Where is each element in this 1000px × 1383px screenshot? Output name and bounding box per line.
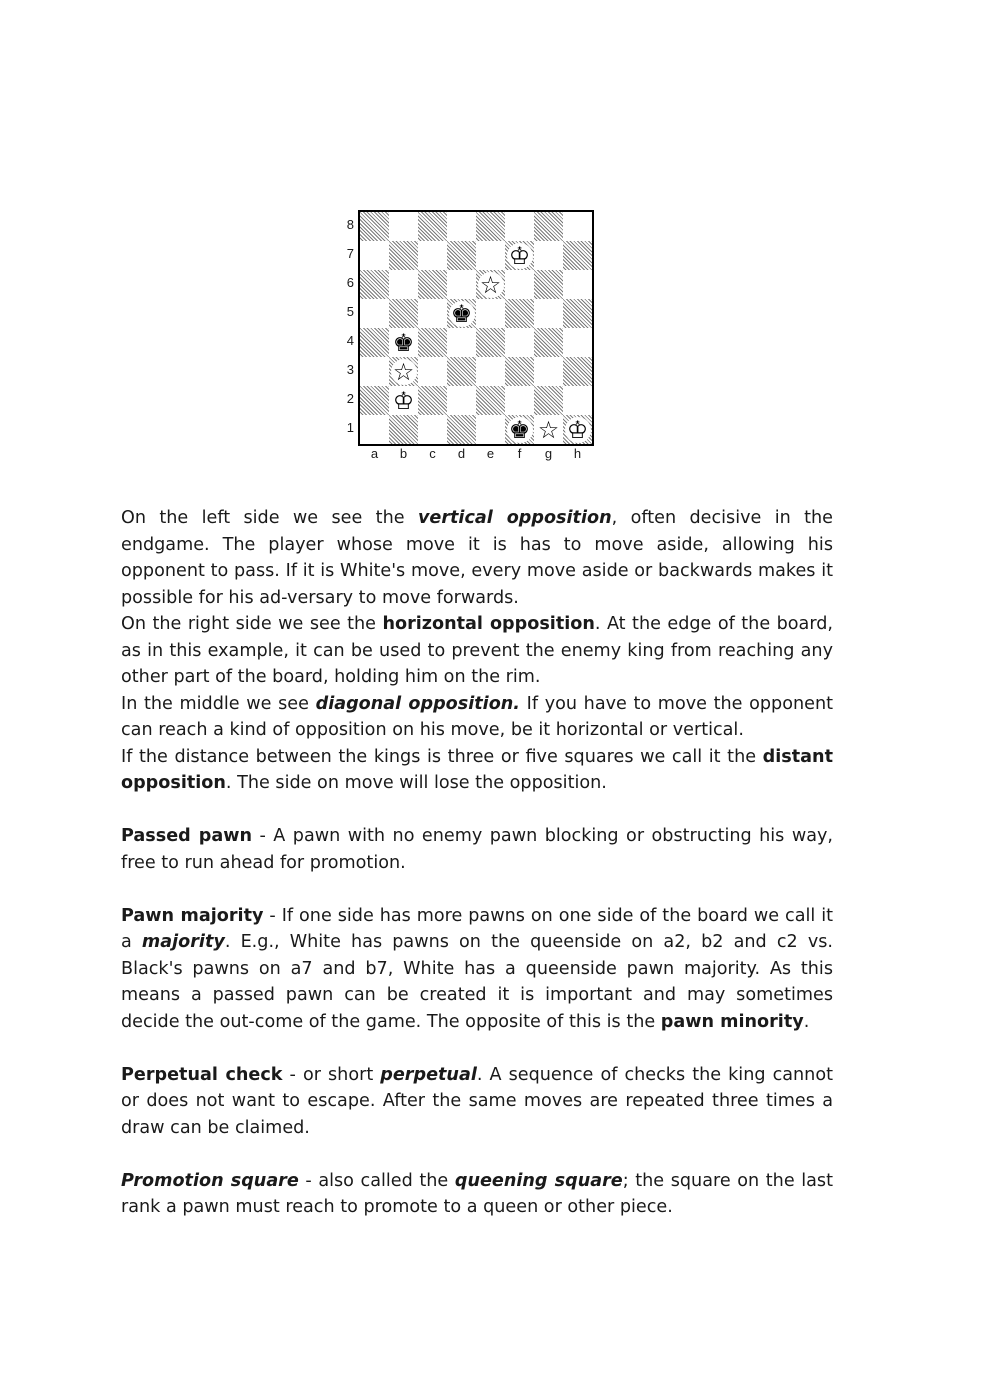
piece-glyph: ♔ xyxy=(391,388,417,414)
paragraph xyxy=(121,744,833,797)
term xyxy=(418,508,612,528)
square-a6 xyxy=(360,270,389,299)
text-run: In the middle we see xyxy=(121,693,316,714)
piece-glyph: ☆ xyxy=(478,272,504,298)
text-run: . E.g., White has pawns on the queenside on a2, b2 and c2 vs. Black's pawns on a7 and b7, White has a queenside pawn majority. As this means a passed pawn can be created it is important and may sometimes decide the out-come of the game. The opposite of this is the xyxy=(121,932,833,1032)
white-king-icon xyxy=(389,386,418,415)
square-b3 xyxy=(389,357,418,386)
paragraph xyxy=(121,823,833,876)
square-h7 xyxy=(563,241,592,270)
term-emphasis: perpetual xyxy=(380,1064,477,1085)
square-a5 xyxy=(360,299,389,328)
paragraph xyxy=(121,903,833,1036)
text-run: , often decisive in the endgame. The player whose move it is has to move aside, allowing his opponent to pass. If it is White's move, every move aside or backwards makes it possible for his ad-versary to move forwards. xyxy=(121,508,833,608)
white-king-icon xyxy=(563,415,592,444)
square-e5 xyxy=(476,299,505,328)
square-e7 xyxy=(476,241,505,270)
square-d2 xyxy=(447,386,476,415)
star-marker-icon xyxy=(534,415,563,444)
piece-glyph: ♔ xyxy=(565,417,591,443)
square-e6 xyxy=(476,270,505,299)
term-emphasis: vertical opposition xyxy=(417,508,612,528)
square-h5 xyxy=(563,299,592,328)
text-run: If the distance between the kings is three or five squares we call it the xyxy=(121,746,763,767)
text-run: - If one side has more pawns on one side of the board we call it a xyxy=(121,905,833,952)
chess-board xyxy=(358,210,594,446)
term-emphasis: queening square xyxy=(454,1170,623,1191)
term-emphasis: Promotion square xyxy=(121,1170,299,1191)
square-g4 xyxy=(534,328,563,357)
square-d8 xyxy=(447,212,476,241)
star-marker-icon xyxy=(389,357,418,386)
text-run: - A pawn with no enemy pawn blocking or obstructing his way, free to run ahead for promotion. xyxy=(121,826,833,873)
rank-label: 4 xyxy=(346,333,354,348)
text-run: - or short xyxy=(282,1064,381,1085)
white-king-icon xyxy=(505,241,534,270)
square-g8 xyxy=(534,212,563,241)
square-c5 xyxy=(418,299,447,328)
text-run: On the left side we see the xyxy=(121,508,418,528)
square-a2 xyxy=(360,386,389,415)
rank-label: 5 xyxy=(346,304,354,319)
term-emphasis: majority xyxy=(141,932,225,952)
square-a1 xyxy=(360,415,389,444)
square-f6 xyxy=(505,270,534,299)
text-run: - also called the xyxy=(298,1170,455,1191)
square-c2 xyxy=(418,386,447,415)
square-h4 xyxy=(563,328,592,357)
file-label: d xyxy=(457,446,466,461)
paragraph xyxy=(121,611,833,691)
square-b5 xyxy=(389,299,418,328)
chess-diagram xyxy=(330,196,620,471)
text-run: . xyxy=(803,1011,810,1032)
paragraph xyxy=(121,691,833,744)
square-d6 xyxy=(447,270,476,299)
file-label: h xyxy=(573,446,582,461)
text-run: ; the square on the last rank a pawn must reach to promote to a queen or other piece. xyxy=(121,1170,833,1217)
square-g1 xyxy=(534,415,563,444)
square-b6 xyxy=(389,270,418,299)
paragraph xyxy=(121,1062,833,1142)
rank-label: 1 xyxy=(346,420,354,435)
square-g3 xyxy=(534,357,563,386)
square-b1 xyxy=(389,415,418,444)
square-f2 xyxy=(505,386,534,415)
file-label: f xyxy=(517,446,522,461)
square-a4 xyxy=(360,328,389,357)
square-h3 xyxy=(563,357,592,386)
square-c7 xyxy=(418,241,447,270)
file-label: g xyxy=(544,446,553,461)
black-king-icon xyxy=(389,328,418,357)
rank-label: 8 xyxy=(346,217,354,232)
piece-glyph: ☆ xyxy=(391,359,417,385)
square-a8 xyxy=(360,212,389,241)
square-e8 xyxy=(476,212,505,241)
file-labels xyxy=(360,446,592,461)
file-label: b xyxy=(399,446,408,461)
file-label: a xyxy=(370,446,379,461)
square-h8 xyxy=(563,212,592,241)
square-b8 xyxy=(389,212,418,241)
term xyxy=(142,932,225,952)
square-a7 xyxy=(360,241,389,270)
term: pawn minority xyxy=(660,1011,804,1032)
square-c1 xyxy=(418,415,447,444)
square-f4 xyxy=(505,328,534,357)
star-marker-icon xyxy=(476,270,505,299)
term xyxy=(316,694,520,714)
black-king-icon xyxy=(447,299,476,328)
text-run: . The side on move will lose the opposition. xyxy=(225,773,607,793)
black-king-icon xyxy=(505,415,534,444)
rank-label: 2 xyxy=(346,391,354,406)
piece-glyph: ♔ xyxy=(507,243,533,269)
body-text xyxy=(121,505,833,1221)
square-f5 xyxy=(505,299,534,328)
text-run: On the right side we see the xyxy=(121,614,383,634)
text-run: If you have to move the opponent can reach a kind of opposition on his move, be it horizontal or vertical. xyxy=(121,693,834,740)
piece-glyph: ♚ xyxy=(391,330,417,356)
piece-glyph: ☆ xyxy=(536,417,562,443)
square-d5 xyxy=(447,299,476,328)
square-h6 xyxy=(563,270,592,299)
square-c3 xyxy=(418,357,447,386)
square-h1 xyxy=(563,415,592,444)
text-run: . A sequence of checks the king cannot or does not want to escape. After the same moves are repeated three times a draw can be claimed. xyxy=(121,1064,833,1138)
piece-glyph: ♚ xyxy=(449,301,475,327)
square-f7 xyxy=(505,241,534,270)
square-e1 xyxy=(476,415,505,444)
square-d3 xyxy=(447,357,476,386)
square-d4 xyxy=(447,328,476,357)
square-d1 xyxy=(447,415,476,444)
term: Pawn majority xyxy=(121,905,264,926)
rank-label: 3 xyxy=(346,362,354,377)
term: horizontal opposition xyxy=(382,614,595,634)
square-g6 xyxy=(534,270,563,299)
rank-labels xyxy=(342,210,354,442)
square-f1 xyxy=(505,415,534,444)
square-b4 xyxy=(389,328,418,357)
square-c8 xyxy=(418,212,447,241)
square-g5 xyxy=(534,299,563,328)
square-e2 xyxy=(476,386,505,415)
square-a3 xyxy=(360,357,389,386)
file-label: e xyxy=(486,446,495,461)
term: Passed pawn xyxy=(121,826,253,846)
term xyxy=(380,1065,477,1085)
term xyxy=(121,1171,299,1191)
rank-label: 6 xyxy=(346,275,354,290)
square-h2 xyxy=(563,386,592,415)
paragraph xyxy=(121,1168,833,1221)
square-c6 xyxy=(418,270,447,299)
square-f8 xyxy=(505,212,534,241)
term xyxy=(455,1171,623,1191)
term: distant opposition xyxy=(121,746,833,793)
square-b7 xyxy=(389,241,418,270)
square-g2 xyxy=(534,386,563,415)
square-c4 xyxy=(418,328,447,357)
square-e3 xyxy=(476,357,505,386)
rank-label: 7 xyxy=(346,246,354,261)
square-d7 xyxy=(447,241,476,270)
square-f3 xyxy=(505,357,534,386)
piece-glyph: ♚ xyxy=(507,417,533,443)
text-run: . At the edge of the board, as in this example, it can be used to prevent the enemy king from reaching any other part of the board, holding him on the rim. xyxy=(121,614,834,687)
square-b2 xyxy=(389,386,418,415)
file-label: c xyxy=(429,446,436,461)
square-g7 xyxy=(534,241,563,270)
term-emphasis: diagonal opposition. xyxy=(315,693,520,714)
square-e4 xyxy=(476,328,505,357)
paragraph xyxy=(121,505,833,611)
term: Perpetual check xyxy=(121,1064,283,1085)
